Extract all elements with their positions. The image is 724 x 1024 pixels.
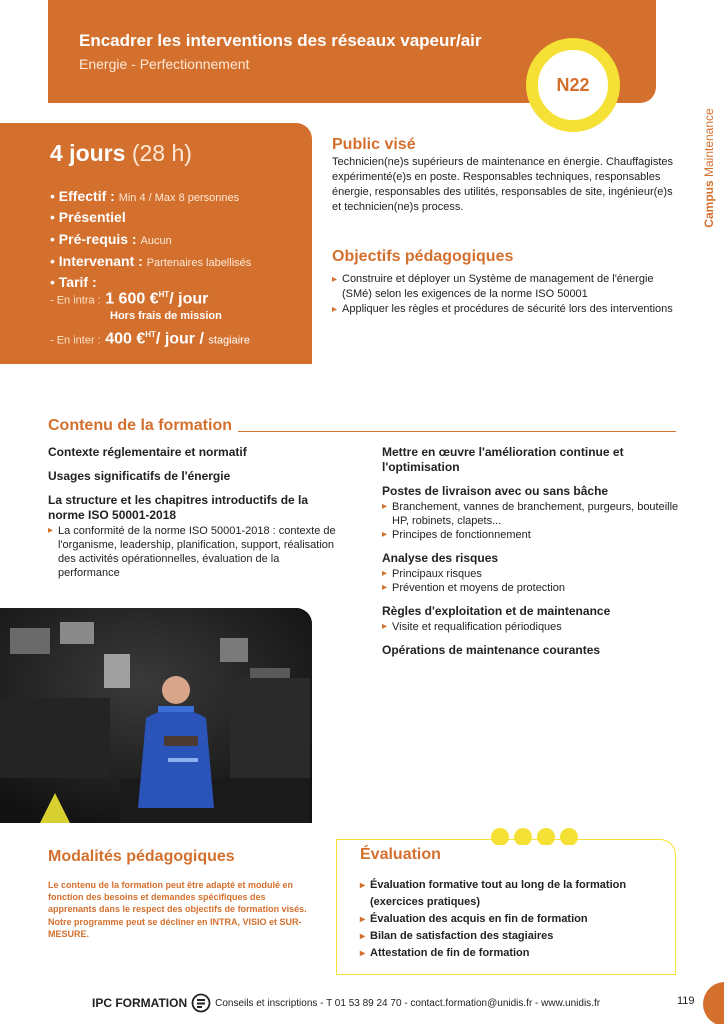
objectifs-title: Objectifs pédagogiques <box>332 248 514 265</box>
info-label: Intervenant : <box>58 253 143 269</box>
list-item: ▸ Construire et déployer un Système de management de l'énergie (SMé) selon les exigences de la norme ISO 50001 <box>332 272 684 302</box>
info-effectif: • Effectif : Min 4 / Max 8 personnes <box>50 188 240 204</box>
contenu-heading: Règles d'exploitation et de maintenance <box>382 604 611 618</box>
list-item: ▸ Principes de fonctionnement <box>382 528 682 542</box>
list-item: ▸ La conformité de la norme ISO 50001-2018 : contexte de l'organisme, leadership, planification, support, réalisation des activités opérationnelles, évaluation de la performance <box>48 524 340 580</box>
photo-illustration <box>0 608 312 823</box>
contenu-right-column <box>382 445 682 667</box>
info-label: Tarif : <box>58 274 97 290</box>
info-presentiel: • Présentiel <box>50 209 126 225</box>
page-number: 119 <box>677 995 695 1007</box>
corner-decoration <box>703 982 724 1024</box>
price-intra-note: Hors frais de mission <box>110 310 222 322</box>
contenu-heading: Mettre en œuvre l'amélioration continue et l'optimisation <box>382 445 624 474</box>
level-badge-label: N22 <box>556 74 590 95</box>
modalites-text: Le contenu de la formation peut être adapté et modulé en fonction des besoins et demandes spécifiques des apprenants dans le respect des objectifs de formation visés. Notre programme peut se décliner en INTRA, VISIO et SUR-MESURE. <box>48 880 307 939</box>
price-inter: - En inter : 400 €$^{HT}$/ jour / stagiaire <box>50 330 250 348</box>
list-item: ▸ Visite et requalification périodiques <box>382 620 682 634</box>
list-item: ▸ Bilan de satisfaction des stagiaires <box>360 928 670 945</box>
duration <box>50 140 192 167</box>
contenu-title: Contenu de la formation <box>48 417 238 435</box>
info-label: Pré-requis : <box>58 231 137 247</box>
footer-contact: Conseils et inscriptions - T 01 53 89 24 70 - contact.formation@unidis.fr - www.unidis.fr <box>215 997 601 1009</box>
list-item: ▸ Principaux risques <box>382 567 682 581</box>
phone-contact-icon <box>191 993 211 1013</box>
contenu-heading: La structure et les chapitres introductifs de la norme ISO 50001-2018 <box>48 493 309 522</box>
level-badge <box>526 38 620 132</box>
public-title: Public visé <box>332 136 416 153</box>
info-label: Effectif : <box>58 188 115 204</box>
price-inter-value: 400 € <box>105 330 146 348</box>
info-intervenant: • Intervenant : Partenaires labellisés <box>50 253 252 269</box>
contenu-heading: Contexte réglementaire et normatif <box>48 445 247 459</box>
list-item: ▸ Prévention et moyens de protection <box>382 581 682 595</box>
info-label: Présentiel <box>58 209 126 225</box>
objectifs-list <box>332 272 684 317</box>
list-item: ▸ Attestation de fin de formation <box>360 945 670 962</box>
contenu-heading: Opérations de maintenance courantes <box>382 643 601 657</box>
page-title: Encadrer les interventions des réseaux vapeur/air <box>79 31 482 50</box>
list-item: ▸ Branchement, vannes de branchement, purgeurs, bouteille HP, robinets, clapets... <box>382 500 682 528</box>
public-text: Technicien(ne)s supérieurs de maintenance en énergie. Chauffagistes expérimenté(e)s en poste. Responsables techniques, responsables énergie, responsables des utilités, responsables de site, ingénieur(e)s et technicien(ne)s process. <box>332 156 674 213</box>
duration-hours: (28 h) <box>131 140 192 166</box>
price-intra: - En intra : 1 600 €$^{HT}$/ jour <box>50 290 209 308</box>
list-item: ▸ Évaluation des acquis en fin de formation <box>360 911 670 928</box>
campus-side-label <box>697 100 721 235</box>
workshop-photo <box>0 608 312 823</box>
info-value: Aucun <box>140 235 172 247</box>
evaluation-title: Évaluation <box>360 846 441 863</box>
contenu-heading: Postes de livraison avec ou sans bâche <box>382 484 609 498</box>
contenu-heading: Analyse des risques <box>382 551 499 565</box>
page-subtitle: Energie - Perfectionnement <box>79 56 250 72</box>
list-item: ▸ Appliquer les règles et procédures de sécurité lors des interventions <box>332 302 684 317</box>
duration-days: 4 jours <box>50 140 126 166</box>
contenu-heading: Usages significatifs de l'énergie <box>48 469 231 483</box>
contenu-left-column <box>48 445 340 589</box>
modalites-title: Modalités pédagogiques <box>48 848 235 865</box>
info-box <box>0 123 312 364</box>
campus-label-bold: Campus <box>702 179 716 228</box>
price-intra-value: 1 600 € <box>105 290 159 308</box>
info-prerequis: • Pré-requis : Aucun <box>50 231 172 247</box>
evaluation-list <box>360 877 670 962</box>
info-value: Partenaires labellisés <box>146 257 252 269</box>
info-value: Min 4 / Max 8 personnes <box>118 192 240 204</box>
list-item: ▸ Évaluation formative tout au long de la formation (exercices pratiques) <box>360 877 670 911</box>
campus-label-rest: Maintenance <box>702 107 716 180</box>
info-tarif: • Tarif : <box>50 274 97 290</box>
footer <box>92 993 600 1013</box>
footer-brand: IPC FORMATION <box>92 996 188 1010</box>
